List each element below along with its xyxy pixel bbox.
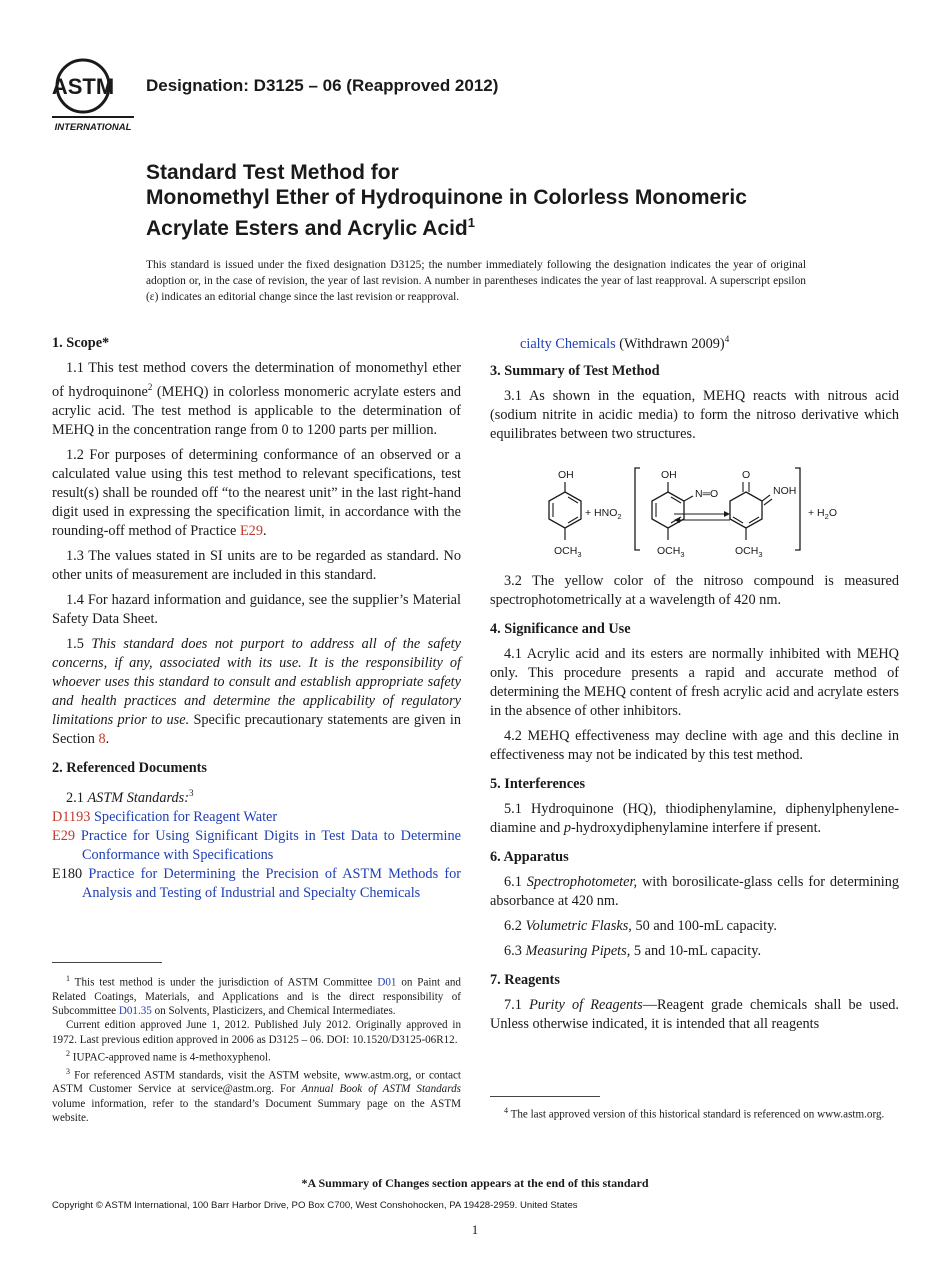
ref-link-section-8[interactable]: 8 (98, 730, 106, 747)
para-3-1: 3.1 As shown in the equation, MEHQ reacts with nitrous acid (sodium nitrite in acidic media) to form the nitroso derivative which equilibrates between two structures. (490, 387, 899, 442)
para-6-1: 6.1 Spectrophotometer, with borosilicate-glass cells for determining absorbance at 420 nm. (490, 873, 899, 909)
ref-link-e29[interactable]: E29 (239, 522, 263, 539)
para-4-1: 4.1 Acrylic acid and its esters are normally inhibited with MEHQ only. This procedure presents a rapid and accurate method of determining the MEHQ content of fresh acrylic acid and acrylate esters in the absence of other inhibitors. (490, 645, 899, 719)
para-3-2: 3.2 The yellow color of the nitroso compound is measured spectrophotometrically at a wavelength of 420 nm. (490, 572, 899, 608)
ref-code-e29[interactable]: E29 (52, 827, 76, 844)
section-heading-reagents: 7. Reagents (490, 971, 560, 988)
logo-text: ASTM (51, 74, 115, 99)
ref-code-d1193[interactable]: D1193 (52, 808, 91, 825)
section-heading-summary: 3. Summary of Test Method (490, 362, 660, 379)
link-d01[interactable]: D01 (377, 976, 397, 989)
footnote-1-edition: Current edition approved June 1, 2012. Published July 2012. Originally approved in 1972. Last previous edition approved in 2006 as D3125 – 06. DOI: 10.1520/D3125-06R12. (52, 1019, 461, 1046)
section-heading-apparatus: 6. Apparatus (490, 848, 569, 865)
section-heading-scope: 1. Scope* (52, 335, 110, 351)
copyright: Copyright © ASTM International, 100 Barr Harbor Drive, PO Box C700, West Conshohocken, PA 19428-2959. United States (52, 1200, 578, 1211)
svg-text:+ H2O: + $H_2O$ (808, 506, 837, 521)
oxime-molecule (730, 469, 796, 558)
para-4-2: 4.2 MEHQ effectiveness may decline with age and this decline in effectiveness may not be indicated by this test method. (490, 727, 899, 763)
para-5-1: 5.1 Hydroquinone (HQ), thiodiphenylamine, diphenylphenylene-diamine and p-hydroxydiphenylamine interfere if present. (490, 800, 899, 836)
logo-subtext: INTERNATIONAL (54, 122, 132, 133)
para-6-3: 6.3 Measuring Pipets, 5 and 10-mL capacity. (504, 942, 762, 959)
astm-logo (50, 56, 136, 134)
footnote-1: $^1$ This test method is under the jurisdiction of ASTM Committee D01 on Paint and Related Coatings, Materials, and Applications and is the direct responsibility of Subcommittee D01.35 on Solvents, Plasticizers, and Chemical Intermediates. (52, 974, 461, 1018)
mehq-molecule (549, 469, 582, 558)
section-heading-significance: 4. Significance and Use (490, 620, 631, 637)
right-column (490, 330, 899, 1040)
section-heading-interferences: 5. Interferences (490, 775, 586, 792)
svg-text:OH: OH (661, 468, 677, 481)
ref-e180-tail-text[interactable]: cialty Chemicals (520, 335, 616, 352)
footnotes-right (490, 1104, 899, 1122)
footnote-3: $^3$ For referenced ASTM standards, visit the ASTM website, www.astm.org, or contact ASTM Customer Service at service@astm.org. For Annual Book of ASTM Standards volume information, refer to the standard’s Document Summary page on the ASTM website. (52, 1066, 461, 1124)
summary-of-changes-note: *A Summary of Changes section appears at the end of this standard (301, 1176, 649, 1190)
svg-text:OCH3: $OCH_3$ (735, 544, 763, 558)
footnote-mark: 1 (467, 215, 475, 230)
title-line-3: Acrylate Esters and Acrylic Acid$^1$ (146, 215, 475, 240)
designation: Designation: D3125 – 06 (Reapproved 2012) (146, 76, 499, 95)
para-1-2: 1.2 For purposes of determining conformance of an observed or a calculated value using this test method to relevant specifications, test result(s) shall be rounded off “to the nearest unit” in the last right-hand digit used in expressing the specification limit, in accordance with the rounding-off method of Practice E29. (52, 446, 461, 539)
ref-item-e180 (52, 865, 461, 903)
svg-text:N═O: N═O (695, 487, 719, 500)
svg-text:OH: OH (558, 468, 574, 481)
page-title (146, 160, 906, 241)
title-line-1: Standard Test Method for (146, 161, 399, 184)
footnote-4: $^4$ The last approved version of this historical standard is referenced on www.astm.org. (504, 1106, 885, 1121)
footnotes-left (52, 972, 461, 1125)
para-1-4: 1.4 For hazard information and guidance, see the supplier’s Material Safety Data Sheet. (52, 591, 461, 627)
footnote-2: $^2$ IUPAC-approved name is 4-methoxyphenol. (66, 1048, 271, 1064)
svg-text:+ HNO2: + $HNO_2$ (585, 506, 622, 521)
preamble: This standard is issued under the fixed designation D3125; the number immediately following the designation indicates the year of original adoption or, in the case of revision, the year of last revision. A number in parentheses indicates the year of last reapproval. A superscript epsilon (ε) indicates an editorial change since the last revision or reapproval. (146, 259, 806, 303)
para-1-3: 1.3 The values stated in SI units are to be regarded as standard. No other units of measurement are included in this standard. (52, 547, 461, 583)
ref-e180-continued: cialty Chemicals (Withdrawn 2009)$^4$ (520, 334, 730, 352)
para-7-1: 7.1 Purity of Reagents—Reagent grade chemicals shall be used. Unless otherwise indicated, it is intended that all reagents (490, 996, 899, 1032)
svg-text:OCH3: $OCH_3$ (657, 544, 685, 558)
ref-title-d1193[interactable]: Specification for Reagent Water (90, 808, 278, 825)
para-6-2: 6.2 Volumetric Flasks, 50 and 100-mL capacity. (504, 917, 777, 934)
para-1-1: 1.1 This test method covers the determination of monomethyl ether of hydroquinone$^2$ (MEHQ) in colorless monomeric acrylate esters and acrylic acid. The test method is applicable to the determination of MEHQ in the concentration range from 0 to 1200 parts per million. (52, 360, 461, 438)
svg-text:OCH3: $OCH_3$ (554, 544, 582, 558)
svg-text:NOH: NOH (773, 484, 797, 497)
ref-item-e29 (52, 827, 461, 865)
left-column (52, 330, 461, 903)
ref-title-e29[interactable]: Practice for Using Significant Digits in Test Data to Determine Conformance with Specifications (75, 827, 461, 863)
ref-item-d1193 (52, 808, 461, 827)
ref-code-e180[interactable]: E180 (52, 865, 83, 882)
link-d01-35[interactable]: D01.35 (118, 1005, 152, 1018)
page-number: 1 (471, 1222, 479, 1237)
reaction-equation (490, 458, 899, 558)
ref-title-e180[interactable]: Practice for Determining the Precision of ASTM Methods for Analysis and Testing of Industrial and Specialty Chemicals (82, 865, 461, 901)
title-line-2: Monomethyl Ether of Hydroquinone in Colorless Monomeric (146, 186, 747, 209)
svg-text:O: O (742, 468, 751, 481)
section-heading-referenced: 2. Referenced Documents (52, 759, 207, 776)
para-1-5: 1.5 This standard does not purport to address all of the safety concerns, if any, associated with its use. It is the responsibility of whoever uses this standard to consult and establish appropriate safety and health practices and determine the applicability of regulatory limitations prior to use. Specific precautionary statements are given in Section 8. (52, 635, 461, 747)
para-2-1: 2.1 ASTM Standards:$^3$ (66, 787, 194, 806)
